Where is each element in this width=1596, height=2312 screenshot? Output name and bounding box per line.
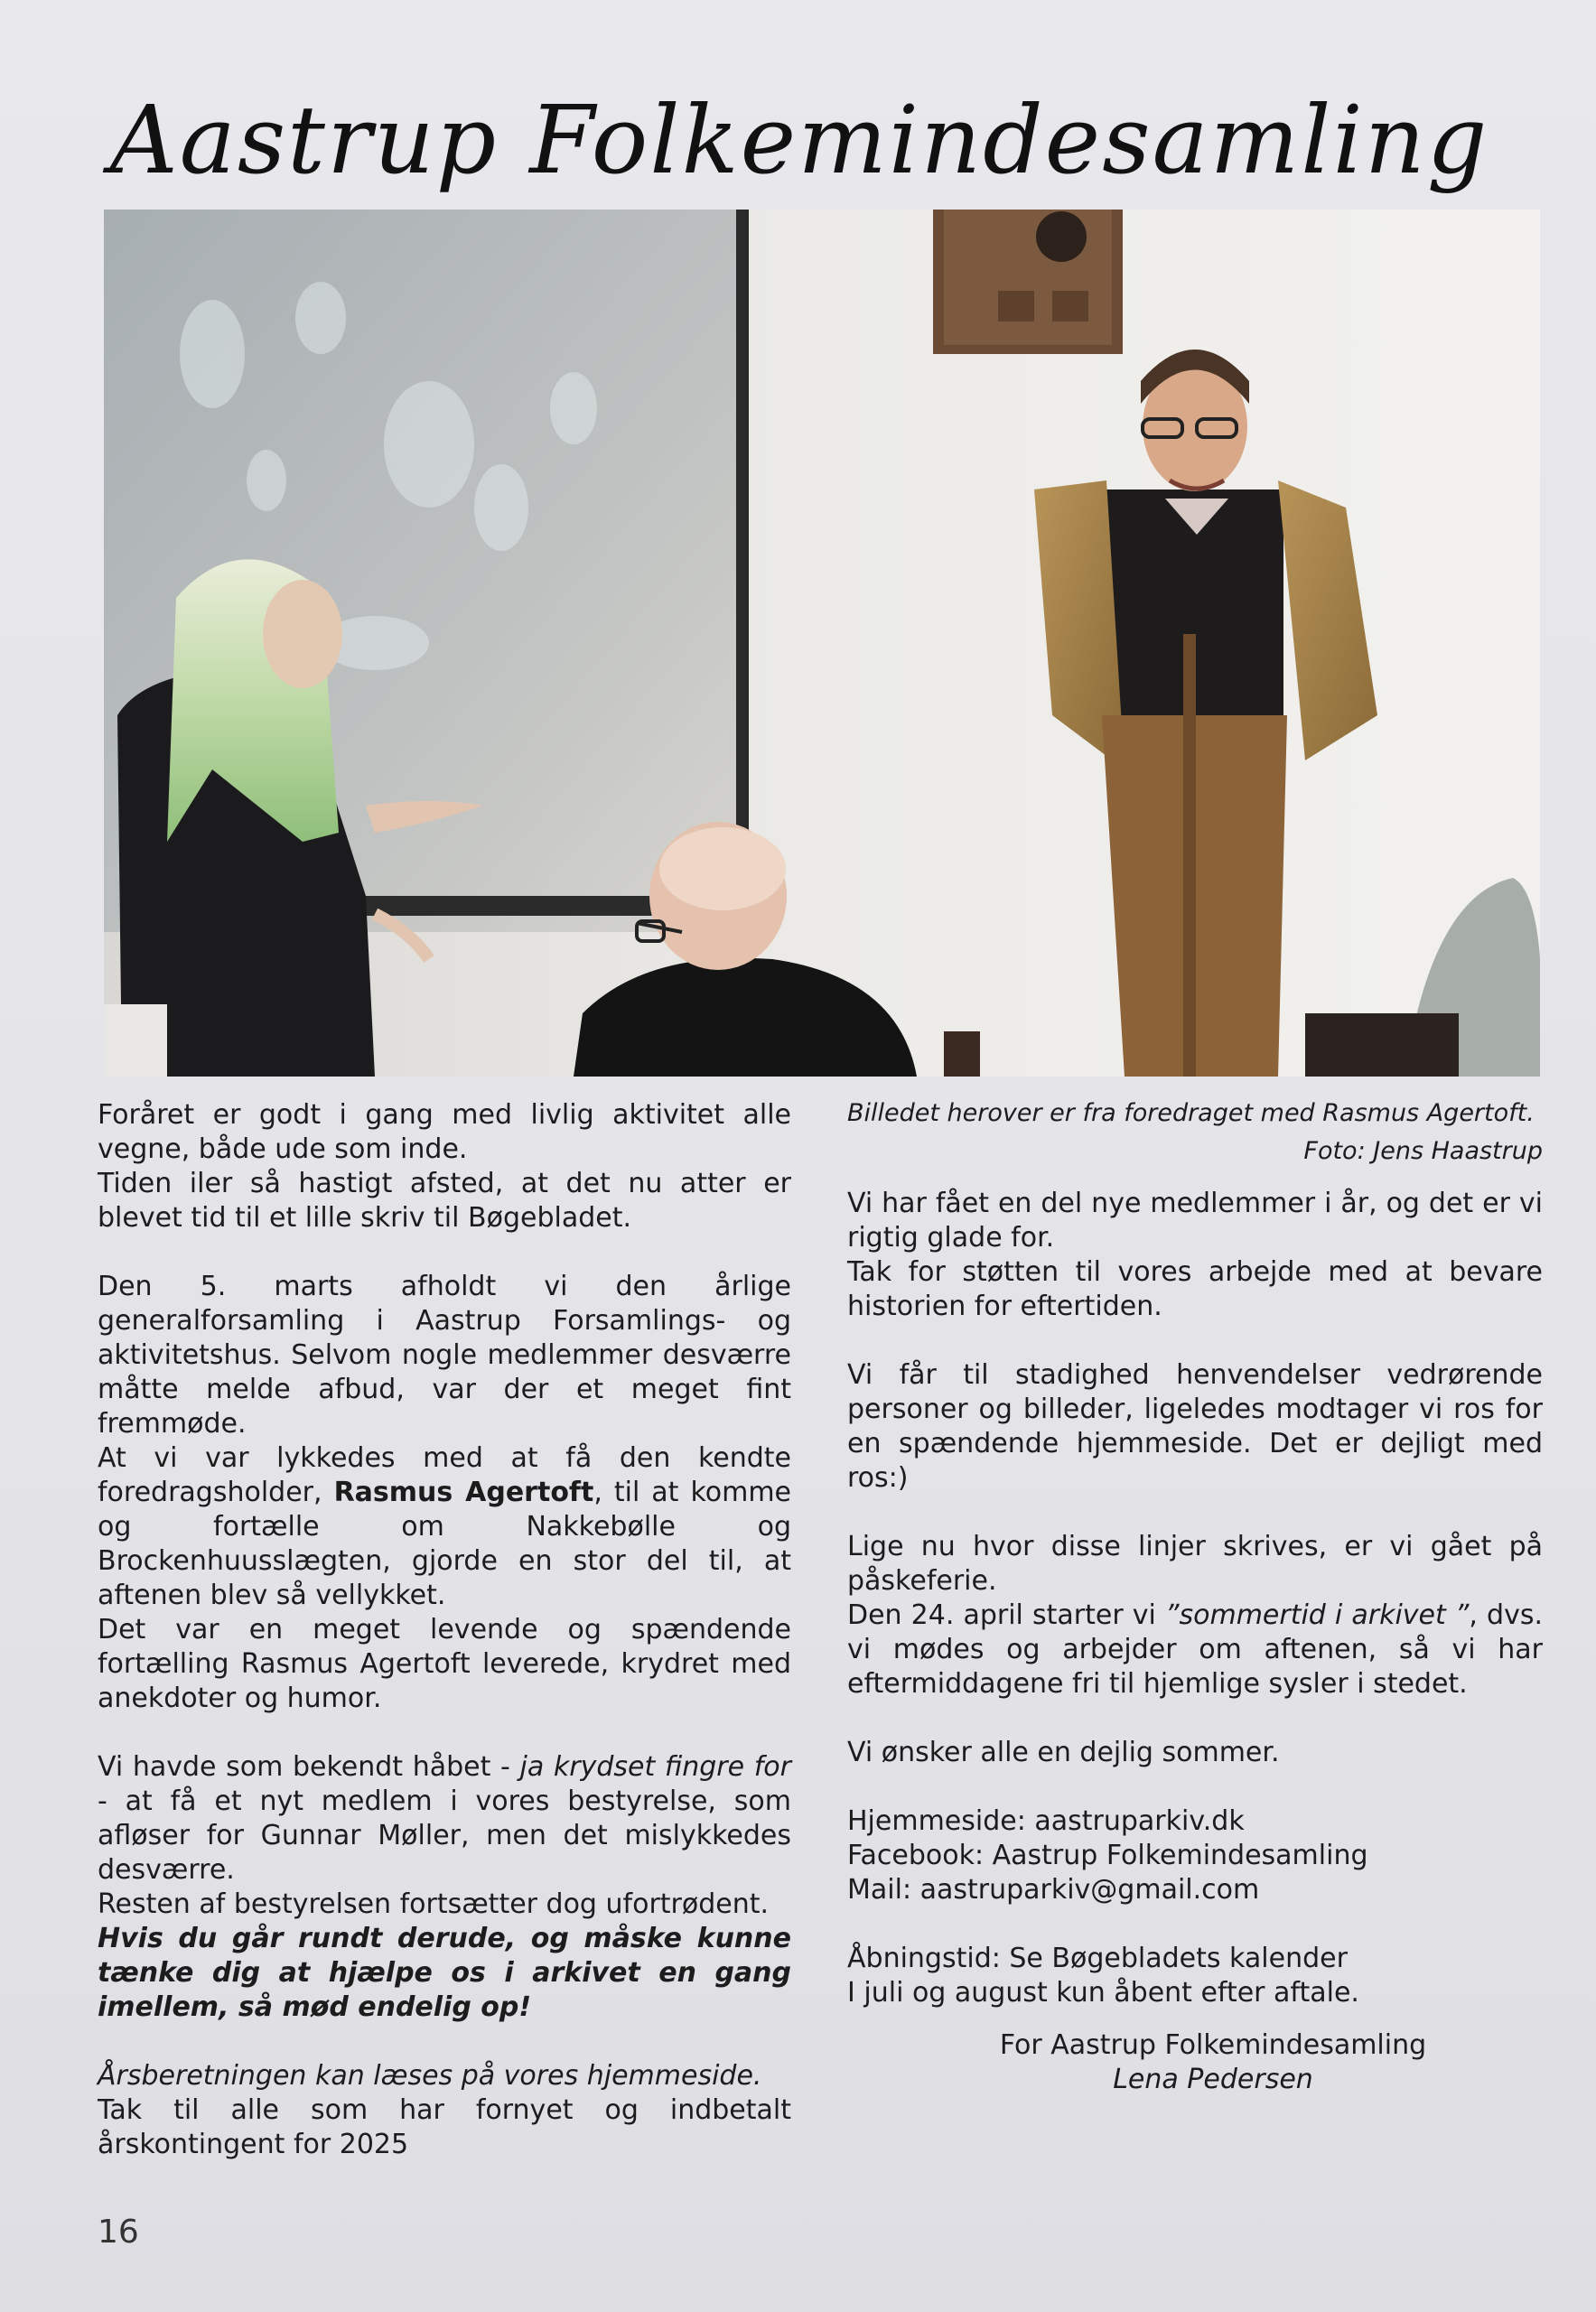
text-span: Den 24. april starter vi	[847, 1599, 1165, 1631]
paragraph: Den 5. marts afholdt vi den årlige generalforsamling i Aastrup Forsamlings- og aktivitetshus. Selvom nogle medlemmer desværre måtte melde afbud, var der et meget fint fremmøde.	[98, 1271, 791, 1440]
paragraph: Årsberetningen kan læses på vores hjemmeside.	[98, 2060, 762, 2092]
paragraph: Tak for støtten til vores arbejde med at bevare historien for eftertiden.	[847, 1256, 1543, 1322]
italic-span: ”sommertid i arkivet ”	[1164, 1599, 1470, 1631]
signoff-organization: For Aastrup Folkemindesamling	[999, 2029, 1427, 2061]
text-span: Vi havde som bekendt håbet -	[98, 1751, 520, 1783]
signoff-name: Lena Pedersen	[1113, 2064, 1313, 2095]
photo-credit: Foto: Jens Haastrup	[1303, 1137, 1543, 1165]
spacer	[847, 2010, 1543, 2028]
paragraph	[847, 1599, 1543, 1701]
italic-span: ja krydset fingre for	[519, 1751, 791, 1783]
paragraph: Tiden iler så hastigt afsted, at det nu atter er blevet tid til et lille skriv til Bøgebladet.	[98, 1168, 791, 1234]
website-line: Hjemmeside: aastruparkiv.dk	[847, 1805, 1245, 1837]
paragraph: Resten af bestyrelsen fortsætter dog ufortrødent.	[98, 1888, 770, 1920]
spacer	[847, 1701, 1543, 1736]
paragraph	[98, 1750, 791, 1888]
spacer	[98, 2025, 791, 2059]
paragraph: Tak til alle som har fornyet og indbetalt årskontingent for 2025	[98, 2094, 791, 2160]
left-column	[98, 1098, 791, 2162]
spacer	[847, 1167, 1543, 1187]
spacer	[847, 1496, 1543, 1530]
call-to-action: Hvis du går rundt derude, og måske kunne tænke dig at hjælpe os i arkivet en gang imellem, så mød endelig op!	[98, 1923, 791, 2023]
spacer	[98, 1235, 791, 1270]
page-title: Aastrup Folkemindesamling	[109, 85, 1489, 195]
paragraph: Lige nu hvor disse linjer skrives, er vi gået på påskeferie.	[847, 1531, 1543, 1597]
paragraph	[98, 1441, 791, 1613]
text-span: , til at komme og fortælle om Nakkebølle og Brockenhuusslægten, gjorde en stor del til, at aftenen blev så vellykket.	[98, 1477, 792, 1611]
text-span: At vi var lykkedes med at få den kendte foredragsholder,	[98, 1442, 791, 1508]
spacer	[847, 1770, 1543, 1804]
photo-caption: Billedet herover er fra foredraget med Rasmus Agertoft.	[847, 1099, 1535, 1127]
paragraph: Vi har fået en del nye medlemmer i år, og det er vi rigtig glade for.	[847, 1188, 1543, 1254]
paragraph: Vi får til stadighed henvendelser vedrørende personer og billeder, ligeledes modtager vi ros for en spændende hjemmeside. Det er dejligt med ros:)	[847, 1359, 1543, 1494]
speaker-name: Rasmus Agertoft	[333, 1477, 594, 1508]
text-span: - at få et nyt medlem i vores bestyrelse, som afløser for Gunnar Møller, men det mislykkedes desværre.	[98, 1785, 791, 1886]
summer-hours: I juli og august kun åbent efter aftale.	[847, 1977, 1359, 2009]
paragraph: Vi ønsker alle en dejlig sommer.	[847, 1737, 1280, 1768]
spacer	[847, 1324, 1543, 1358]
mail-line: Mail: aastruparkiv@gmail.com	[847, 1874, 1260, 1906]
right-column	[847, 1098, 1543, 2097]
facebook-line: Facebook: Aastrup Folkemindesamling	[847, 1840, 1368, 1871]
spacer	[98, 1716, 791, 1750]
paragraph: Foråret er godt i gang med livlig aktivitet alle vegne, både ude som inde.	[98, 1099, 791, 1165]
text-span: , dvs. vi mødes og arbejder om aftenen, så vi har eftermiddagene fri til hjemlige sysler i stedet.	[847, 1599, 1543, 1700]
spacer	[847, 1907, 1543, 1942]
page-number: 16	[98, 2214, 139, 2251]
paragraph: Det var en meget levende og spændende fortælling Rasmus Agertoft leverede, krydret med anekdoter og humor.	[98, 1614, 791, 1714]
opening-hours: Åbningstid: Se Bøgebladets kalender	[847, 1943, 1348, 1974]
event-photo	[104, 210, 1540, 1077]
